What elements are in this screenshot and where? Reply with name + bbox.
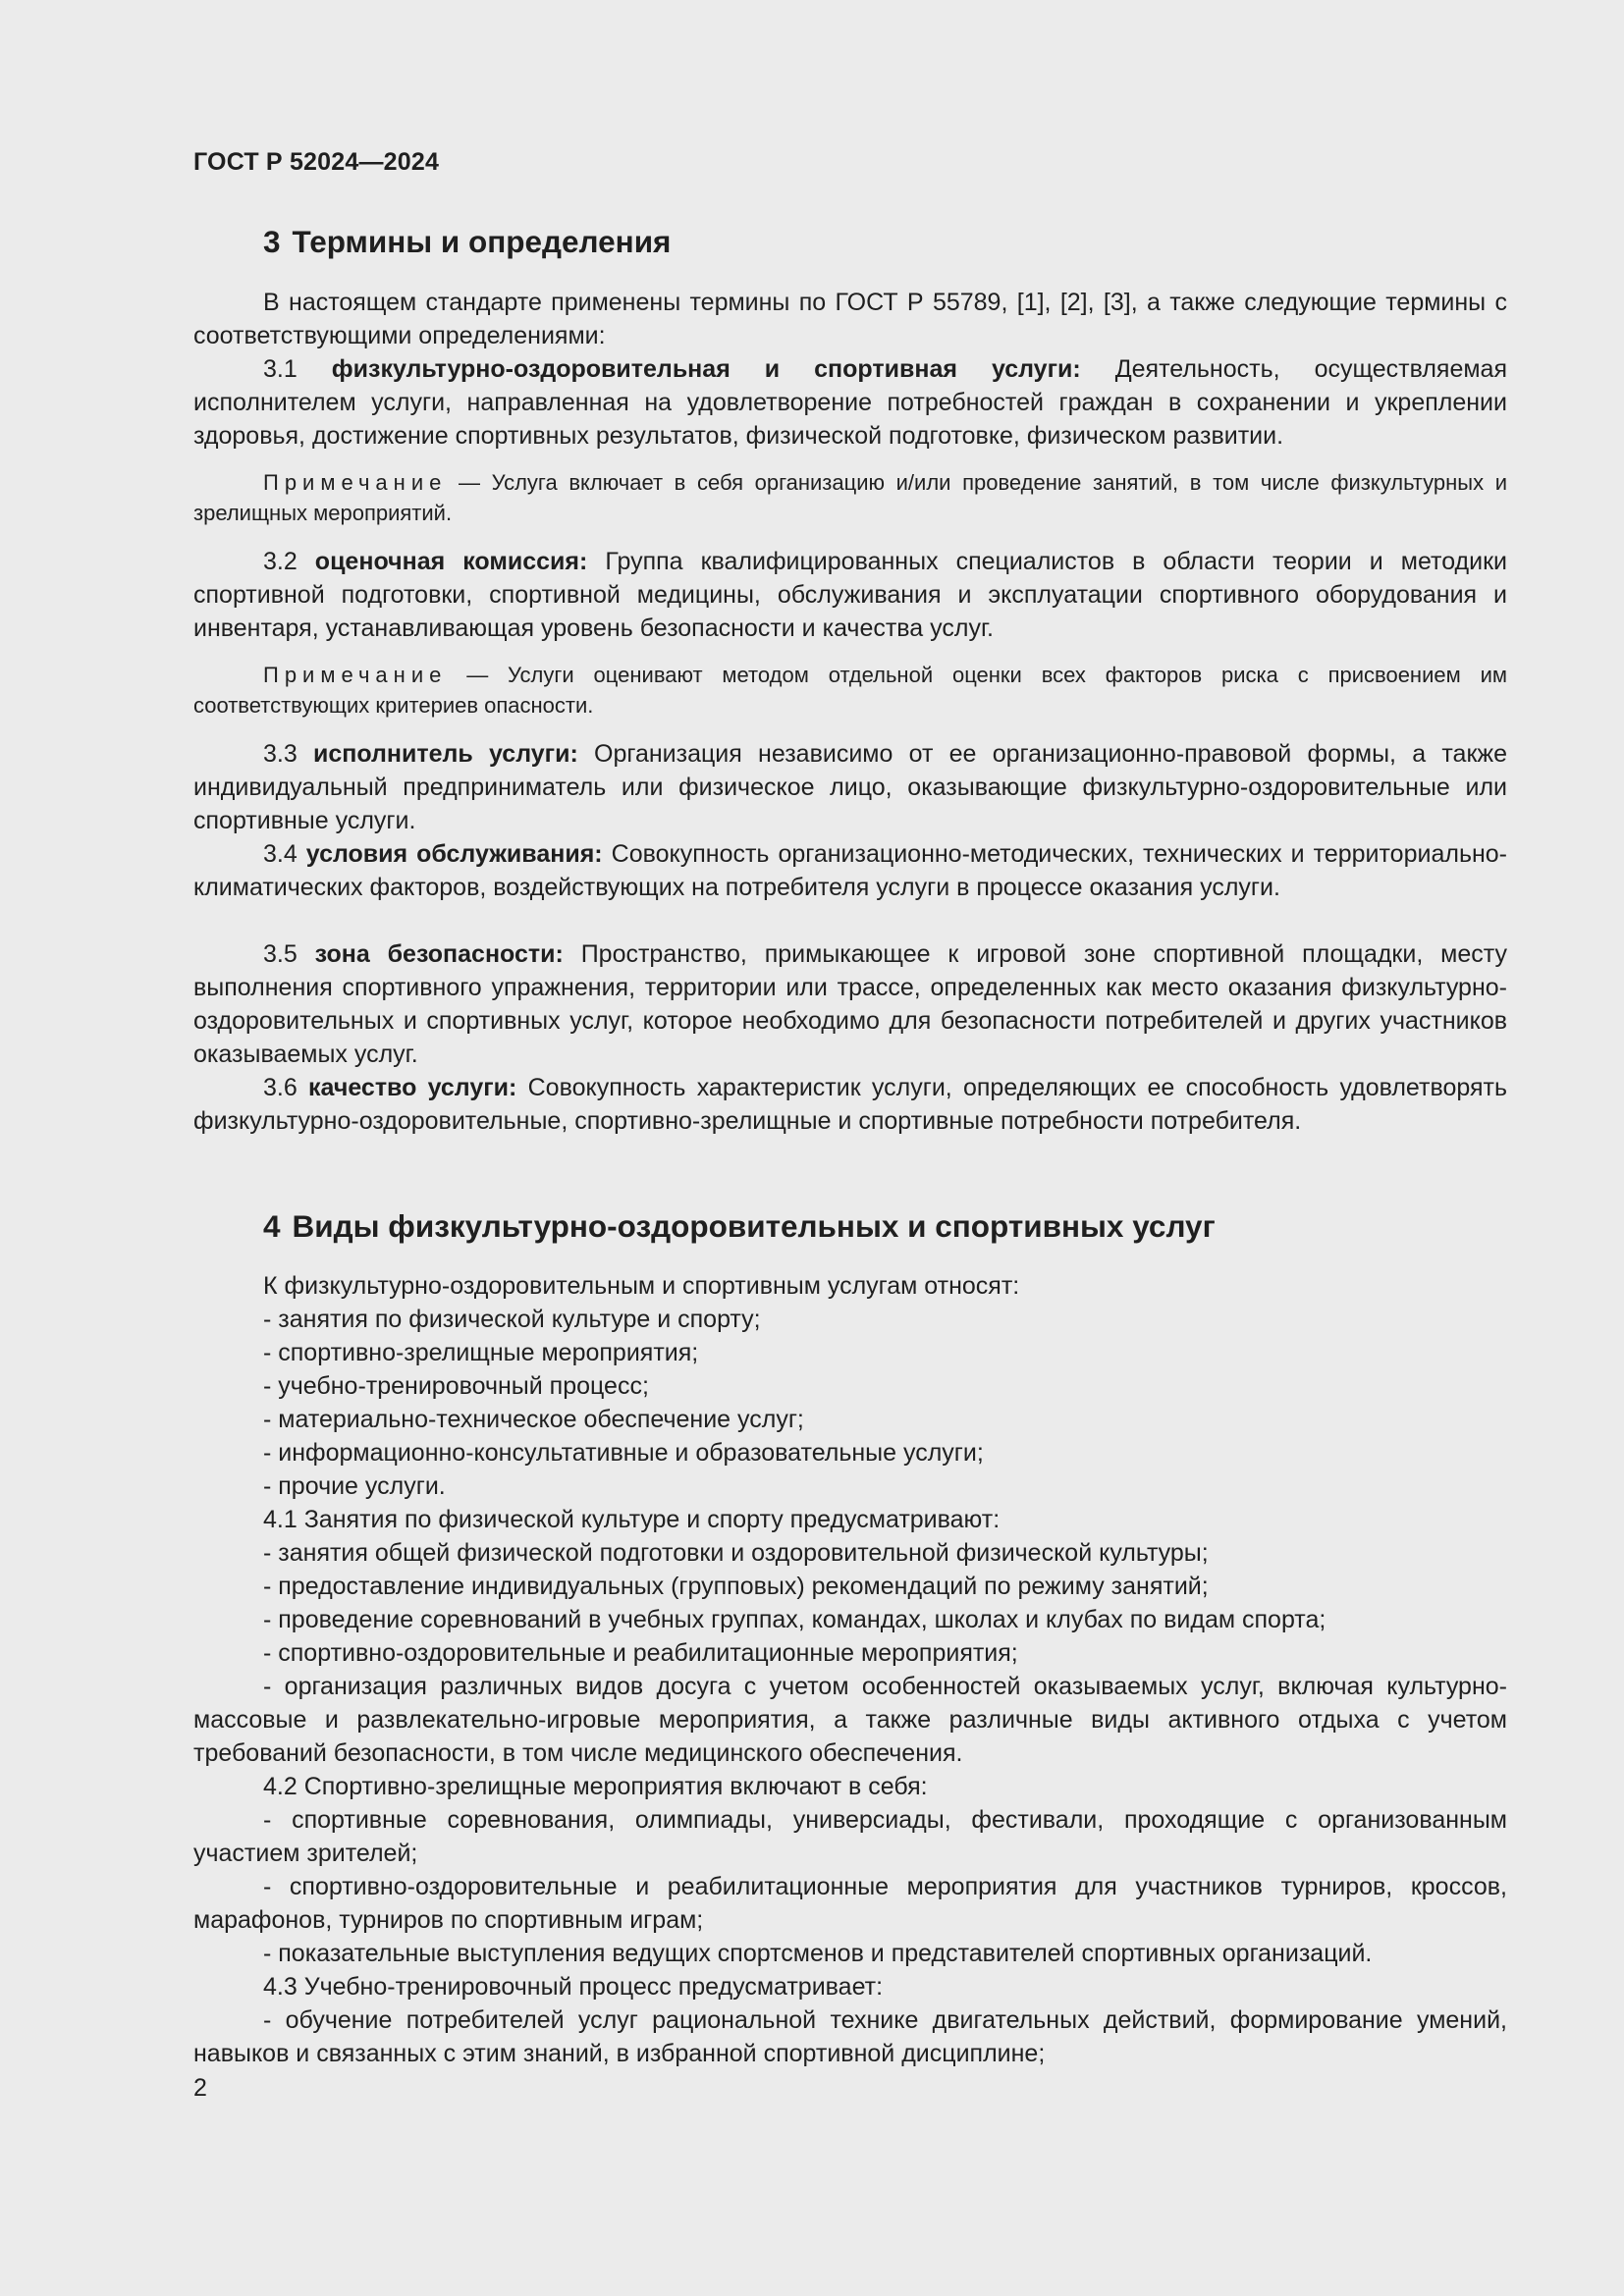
section-4-heading: [263, 1208, 1216, 1245]
term-title: зона безопасности:: [314, 940, 564, 968]
term-number: 3.5: [263, 940, 298, 968]
list-item: - показательные выступления ведущих спортсменов и представителей спортивных организаций.: [263, 1940, 1373, 1967]
note-text: — Услуга включает в себя организацию и/или проведение занятий, в том числе физкультурных и зрелищных мероприятий.: [193, 470, 1507, 525]
term-number: 3.2: [263, 548, 298, 575]
list-item-leisure: - организация различных видов досуга с учетом особенностей оказываемых услуг, включая культурно-массовые и развлекательно-игровые мероприятия, а также различные виды активного отдыха с учетом требований безопасности, в том числе медицинского обеспечения.: [193, 1673, 1507, 1767]
list-item: - прочие услуги.: [263, 1472, 446, 1500]
list-item: - обучение потребителей услуг рациональной технике двигательных действий, формирование умений, навыков и связанных с этим знаний, в избранной спортивной дисциплине;: [193, 2006, 1507, 2067]
note-text: — Услуги оценивают методом отдельной оценки всех факторов риска с присвоением им соответствующих критериев опасности.: [193, 663, 1507, 718]
term-3-2: [193, 545, 1507, 645]
term-title: оценочная комиссия:: [314, 548, 588, 575]
term-number: 3.4: [263, 840, 298, 868]
term-3-6: [193, 1071, 1507, 1138]
term-3-4: [193, 837, 1507, 904]
document-code: ГОСТ Р 52024—2024: [193, 148, 440, 176]
note-3-1: [193, 467, 1507, 528]
term-definition: Пространство, примыкающее к игровой зоне спортивной площадки, месту выполнения спортивного упражнения, территории или трассе, определенных как место оказания физкультурно-оздоровительных и спортивных услуг, которое необходимо для безопасности потребителей и других участников оказываемых услуг.: [193, 940, 1507, 1068]
section-3-number: 3: [263, 224, 281, 259]
term-number: 3.6: [263, 1074, 298, 1101]
list-item: - спортивно-оздоровительные и реабилитационные мероприятия для участников турниров, кроссов, марафонов, турниров по спортивным играм;: [193, 1873, 1507, 1934]
list-item: - предоставление индивидуальных (групповых) рекомендаций по режиму занятий;: [263, 1573, 1209, 1600]
section-3-intro: В настоящем стандарте применены термины по ГОСТ Р 55789, [1], [2], [3], а также следующие термины с соответствующими определениями:: [193, 289, 1507, 349]
note-3-2: [193, 660, 1507, 721]
term-3-3: [193, 737, 1507, 837]
term-title: качество услуги:: [308, 1074, 517, 1101]
list-item: - занятия по физической культуре и спорту;: [263, 1306, 761, 1333]
term-title: физкультурно-оздоровительная и спортивная услуги:: [331, 355, 1081, 383]
list-item: - спортивно-оздоровительные и реабилитационные мероприятия;: [263, 1639, 1018, 1667]
section-4-number: 4: [263, 1208, 281, 1244]
page-number: 2: [193, 2074, 207, 2102]
section-3-heading: [263, 224, 671, 260]
list-item: - учебно-тренировочный процесс;: [263, 1372, 649, 1400]
term-definition: Совокупность организационно-методических, технических и территориально-климатических факторов, воздействующих на потребителя услуги в процессе оказания услуги.: [193, 840, 1508, 901]
list-item: - материально-техническое обеспечение услуг;: [263, 1406, 804, 1433]
term-definition: Совокупность характеристик услуги, определяющих ее способность удовлетворять физкультурно-оздоровительные, спортивно-зрелищные и спортивные потребности потребителя.: [193, 1074, 1507, 1135]
list-item: - занятия общей физической подготовки и оздоровительной физической культуры;: [263, 1539, 1209, 1567]
section-3-title: Термины и определения: [292, 224, 672, 259]
term-number: 3.1: [263, 355, 298, 383]
subsection-4-1-heading: 4.1 Занятия по физической культуре и спорту предусматривают:: [263, 1506, 1001, 1533]
list-item: - информационно-консультативные и образовательные услуги;: [263, 1439, 984, 1467]
term-definition: Организация независимо от ее организационно-правовой формы, а также индивидуальный предприниматель или физическое лицо, оказывающие физкультурно-оздоровительные или спортивные услуги.: [193, 740, 1508, 834]
term-title: условия обслуживания:: [305, 840, 603, 868]
term-3-1: [193, 352, 1507, 453]
note-label: Примечание: [263, 663, 448, 687]
term-definition: Группа квалифицированных специалистов в области теории и методики спортивной подготовки, спортивной медицины, обслуживания и эксплуатации спортивного оборудования и инвентаря, устанавливающая уровень безопасности и качества услуг.: [193, 548, 1508, 642]
list-item: - проведение соревнований в учебных группах, командах, школах и клубах по видам спорта;: [263, 1606, 1326, 1633]
term-title: исполнитель услуги:: [313, 740, 578, 768]
term-definition: Деятельность, осуществляемая исполнителем услуги, направленная на удовлетворение потребностей граждан в сохранении и укреплении здоровья, достижение спортивных результатов, физической подготовке, физическом развитии.: [193, 355, 1507, 450]
subsection-4-2-heading: 4.2 Спортивно-зрелищные мероприятия включают в себя:: [263, 1773, 928, 1800]
list-item: - спортивно-зрелищные мероприятия;: [263, 1339, 699, 1366]
section-4-title: Виды физкультурно-оздоровительных и спортивных услуг: [292, 1208, 1216, 1244]
note-label: Примечание: [263, 470, 448, 495]
term-number: 3.3: [263, 740, 298, 768]
list-item: К физкультурно-оздоровительным и спортивным услугам относят:: [263, 1272, 1020, 1300]
subsection-4-3-heading: 4.3 Учебно-тренировочный процесс предусматривает:: [263, 1973, 884, 2001]
section-4-list: [193, 1269, 1507, 1670]
term-3-5: [193, 937, 1507, 1071]
list-item: - спортивные соревнования, олимпиады, универсиады, фестивали, проходящие с организованным участием зрителей;: [193, 1806, 1507, 1867]
